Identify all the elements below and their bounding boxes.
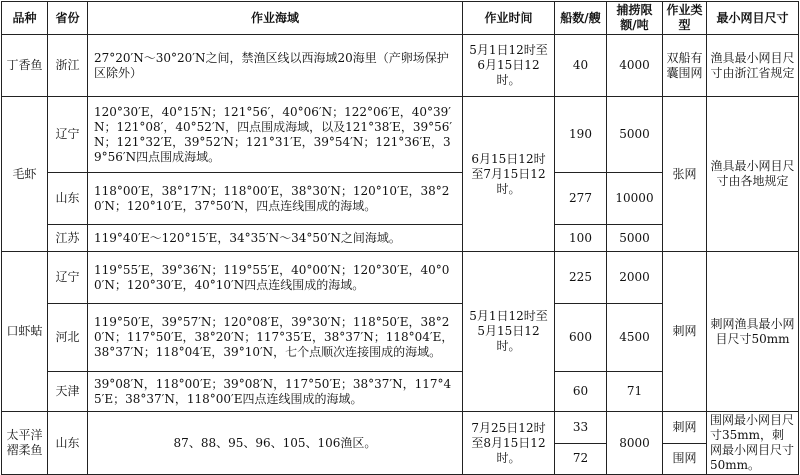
boats-cell: 40 — [555, 35, 607, 97]
gear-type-cell: 刺网 — [663, 412, 707, 444]
area-cell: 119°55′E，39°36′N；119°55′E，40°00′N；120°30′E，40°00′N；120°30′E，40°10′N四点连线围成的海域。 — [88, 252, 463, 304]
quota-cell: 5000 — [607, 97, 663, 173]
province-cell: 浙江 — [48, 35, 88, 97]
header-quota: 捕捞限额/吨 — [607, 2, 663, 35]
table-row — [2, 412, 799, 444]
table-row — [2, 35, 799, 97]
quota-cell: 5000 — [607, 225, 663, 252]
table-row — [2, 252, 799, 304]
quota-cell: 8000 — [607, 412, 663, 475]
area-cell: 120°30′E，40°15′N；121°56′，40°06′N；122°06′E，40°39′N；121°08′，40°52′N，四点围成海域，以及121°38′E，39°56′N；121°32′E，39°52′N；121°31′E，39°54′N；121°36′E，39°56′N四点围成海域。 — [88, 97, 463, 173]
boats-cell: 60 — [555, 372, 607, 412]
header-boats: 船数/艘 — [555, 2, 607, 35]
species-cell: 毛虾 — [2, 97, 48, 252]
species-cell: 丁香鱼 — [2, 35, 48, 97]
quota-cell: 71 — [607, 372, 663, 412]
boats-cell: 33 — [555, 412, 607, 444]
species-cell: 太平洋褶柔鱼 — [2, 412, 48, 475]
boats-cell: 72 — [555, 443, 607, 475]
header-province: 省份 — [48, 2, 88, 35]
mesh-cell: 围网最小网目尺寸35mm，刺网最小网目尺寸50mm。 — [707, 412, 799, 475]
time-cell: 7月25日12时至8月15日12时。 — [463, 412, 555, 475]
gear-type-cell: 双船有囊围网 — [663, 35, 707, 97]
fishing-quota-table — [1, 1, 799, 475]
gear-type-cell: 刺网 — [663, 252, 707, 412]
time-cell: 5月1日12时至6月15日12时。 — [463, 35, 555, 97]
header-row — [2, 2, 799, 35]
time-cell: 5月1日12时至5月15日12时。 — [463, 252, 555, 412]
boats-cell: 190 — [555, 97, 607, 173]
mesh-cell: 渔具最小网目尺寸由浙江省规定 — [707, 35, 799, 97]
area-cell: 118°00′E，38°17′N；118°00′E，38°30′N；120°10′E，38°20′N；120°10′E，37°50′N，四点连线围成的海域。 — [88, 173, 463, 225]
province-cell: 山东 — [48, 173, 88, 225]
area-cell: 87、88、95、96、105、106渔区。 — [88, 412, 463, 475]
province-cell: 天津 — [48, 372, 88, 412]
quota-cell: 4000 — [607, 35, 663, 97]
header-species: 品种 — [2, 2, 48, 35]
area-cell: 27°20′N～30°20′N之间，禁渔区线以西海域20海里（产卵场保护区除外） — [88, 35, 463, 97]
header-area: 作业海域 — [88, 2, 463, 35]
province-cell: 山东 — [48, 412, 88, 475]
time-cell: 6月15日12时至7月15日12时。 — [463, 97, 555, 252]
mesh-cell: 渔具最小网目尺寸由各地规定 — [707, 97, 799, 252]
area-cell: 39°08′N，118°00′E；39°08′N，117°50′E；38°37′N，117°45′E；38°37′N，118°00′E四点连线围成的海域。 — [88, 372, 463, 412]
boats-cell: 100 — [555, 225, 607, 252]
quota-cell: 2000 — [607, 252, 663, 304]
mesh-cell: 刺网渔具最小网目尺寸50mm — [707, 252, 799, 412]
header-gear-type: 作业类型 — [663, 2, 707, 35]
header-time: 作业时间 — [463, 2, 555, 35]
table-row — [2, 97, 799, 173]
quota-cell: 10000 — [607, 173, 663, 225]
province-cell: 辽宁 — [48, 252, 88, 304]
quota-cell: 4500 — [607, 304, 663, 372]
area-cell: 119°50′E，39°57′N；120°08′E，39°30′N；118°50′E，38°20′N；117°50′E，38°20′N；117°35′E，38°37′N；118°04′E，38°37′N；118°04′E，39°10′N，七个点顺次连接围成的海域。 — [88, 304, 463, 372]
boats-cell: 277 — [555, 173, 607, 225]
province-cell: 河北 — [48, 304, 88, 372]
boats-cell: 225 — [555, 252, 607, 304]
header-mesh: 最小网目尺寸 — [707, 2, 799, 35]
province-cell: 江苏 — [48, 225, 88, 252]
boats-cell: 600 — [555, 304, 607, 372]
province-cell: 辽宁 — [48, 97, 88, 173]
gear-type-cell: 围网 — [663, 443, 707, 475]
species-cell: 口虾蛄 — [2, 252, 48, 412]
gear-type-cell: 张网 — [663, 97, 707, 252]
area-cell: 119°40′E～120°15′E，34°35′N～34°50′N之间海域。 — [88, 225, 463, 252]
